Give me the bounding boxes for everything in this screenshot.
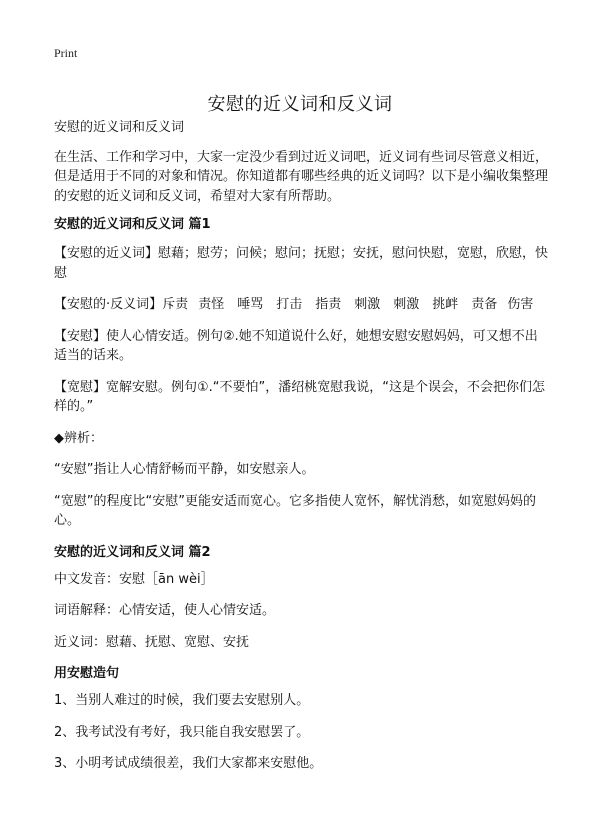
analysis-anwei: “安慰”指让人心情舒畅而平静，如安慰亲人。	[54, 462, 315, 477]
intro-paragraph: 在生活、工作和学习中，大家一定没少看到过近义词吧，近义词有些词尽管意义相近，但是适用于不同的对象和情况。你知道都有哪些经典的近义词吗？以下是小编收集整理的安慰的近义词和反义词，希望对大家有所帮助。	[54, 149, 549, 204]
analysis-label: ◆辨析：	[54, 430, 103, 446]
analysis-kuanwei: “宽慰”的程度比“安慰”更能安适而宽心。它多指使人宽怀，解忧消愁，如宽慰妈妈的心。	[54, 493, 536, 528]
synonyms-line: 近义词：慰藉、抚慰、宽慰、安抚	[54, 634, 250, 650]
pronunciation-line: 中文发音：安慰［ān wèi］	[54, 571, 214, 587]
antonyms-paragraph: 【安慰的·反义词】斥责 责怪 唾骂 打击 指责 刺激 刺激 挑衅 责备 伤害	[54, 297, 534, 312]
article-body	[54, 118, 550, 786]
example-sentence: 1、当别人难过的时候，我们要去安慰别人。	[54, 693, 310, 708]
definition-anwei: 【安慰】使人心情安适。例句②.她不知道说什么好，她想安慰安慰妈妈，可又想不出适当的话来。	[54, 328, 538, 363]
section-heading-3: 用安慰造句	[54, 666, 120, 681]
definition-kuanwei: 【宽慰】宽解安慰。例句①.“不要怕”，潘绍桃宽慰我说，“这是个误会，不会把你们怎样的。”	[54, 379, 545, 414]
example-sentence: 3、小明考试成绩很差，我们大家都来安慰他。	[54, 756, 323, 771]
section-heading-2: 安慰的近义词和反义词 篇2	[54, 544, 211, 560]
meaning-line: 词语解释：心情安适，使人心情安适。	[54, 603, 276, 618]
example-sentence: 2、我考试没有考好，我只能自我安慰罢了。	[54, 724, 310, 740]
synonyms-paragraph: 【安慰的近义词】慰藉；慰劳；问候；慰问；抚慰；安抚，慰问快慰，宽慰，欣慰，快慰	[54, 246, 549, 281]
article-subtitle: 安慰的近义词和反义词	[54, 120, 185, 135]
section-heading-1: 安慰的近义词和反义词 篇1	[54, 217, 211, 232]
print-link[interactable]: Print	[54, 46, 78, 60]
page-title: 安慰的近义词和反义词	[207, 94, 393, 116]
